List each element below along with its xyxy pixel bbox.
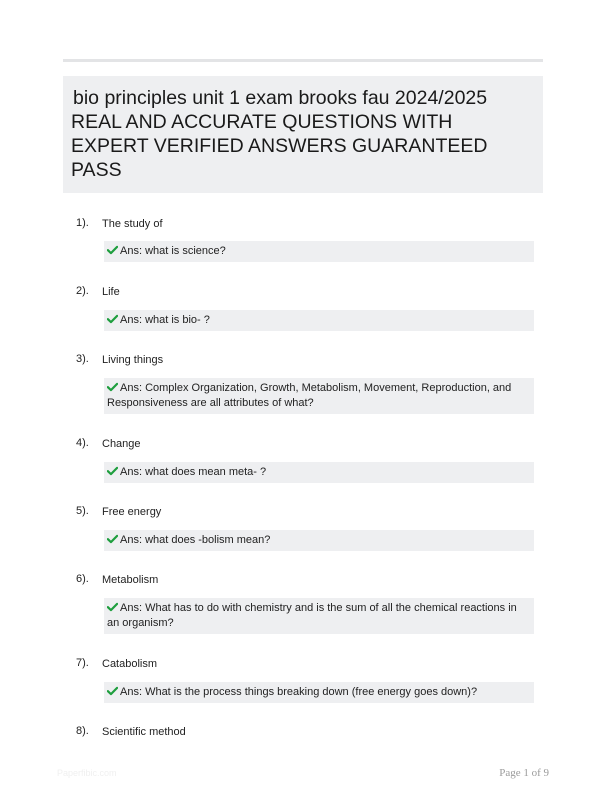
question-text: Scientific method — [102, 726, 186, 738]
page-number: Page 1 of 9 — [499, 767, 549, 779]
check-icon — [107, 382, 118, 392]
answer-text: Ans: What is the process things breaking down (free energy goes down)? — [120, 686, 478, 698]
footer-watermark: Paperfibic.com — [57, 768, 117, 778]
check-icon — [107, 314, 118, 324]
answer-text: Ans: what is science? — [120, 245, 226, 257]
answer-box — [104, 378, 534, 414]
check-icon — [107, 686, 118, 696]
check-icon — [107, 245, 118, 255]
answer-box — [104, 598, 534, 634]
question-number: 3). — [76, 353, 89, 365]
question-number: 8). — [76, 725, 89, 737]
question-text: Metabolism — [102, 574, 159, 586]
question-text: Free energy — [102, 506, 162, 518]
document-title: bio principles unit 1 exam brooks fau 2024/2025 REAL AND ACCURATE QUESTIONS WITH EXPERT VERIFIED ANSWERS GUARANTEED PASS — [71, 87, 488, 181]
answer-text: Ans: what is bio- ? — [120, 314, 210, 326]
question-text: Life — [102, 286, 120, 298]
question-number: 6). — [76, 573, 89, 585]
question-text: The study of — [102, 218, 163, 230]
question-number: 5). — [76, 505, 89, 517]
question-text: Change — [102, 438, 141, 450]
top-rule — [63, 59, 543, 62]
question-number: 4). — [76, 437, 89, 449]
check-icon — [107, 466, 118, 476]
answer-box — [104, 310, 534, 331]
question-number: 1). — [76, 217, 89, 229]
answer-box — [104, 530, 534, 551]
question-text: Living things — [102, 354, 164, 366]
title-box — [63, 76, 543, 193]
answer-text: Ans: what does -bolism mean? — [120, 534, 271, 546]
question-number: 7). — [76, 657, 89, 669]
check-icon — [107, 534, 118, 544]
answer-text: Ans: What has to do with chemistry and is the sum of all the chemical reactions in an organism? — [107, 602, 517, 629]
question-number: 2). — [76, 285, 89, 297]
check-icon — [107, 602, 118, 612]
answer-box — [104, 241, 534, 262]
question-text: Catabolism — [102, 658, 158, 670]
answer-text: Ans: what does mean meta- ? — [120, 466, 267, 478]
answer-box — [104, 682, 534, 703]
answer-text: Ans: Complex Organization, Growth, Metabolism, Movement, Reproduction, and Responsiveness are all attributes of what? — [107, 382, 512, 409]
answer-box — [104, 462, 534, 483]
